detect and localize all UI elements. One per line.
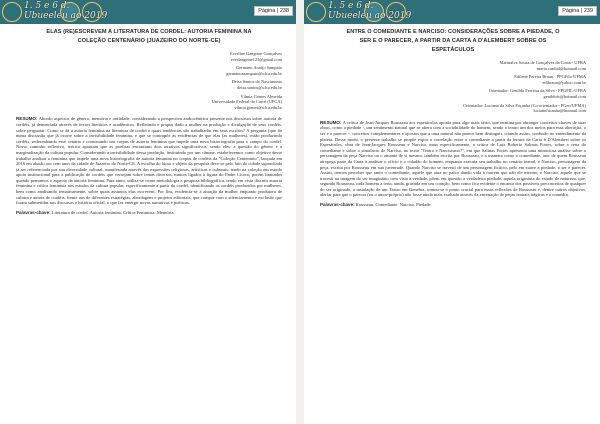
author-list	[16, 51, 282, 110]
author-list	[320, 60, 586, 114]
author-entry: Orientador: Luciano da Silva Façanha (Co-orientador - PGeo/UFMA) lucianofacanha@hotmail.com	[463, 102, 586, 114]
author-entry: Deisa Santos do Nascimento deisa.santos@ufca.edu.br	[231, 79, 282, 90]
event-logo-text: 1. 5 e 6 d. Ubueeleu ao 2019	[24, 1, 108, 21]
article-title: ELAS (RE)ESCREVEM A LITERATURA DE CORDEL: AUTORIA FEMININA NA COLEÇÃO CENTENÁRIO (JUAZEIRO DO NORTE-CE)	[46, 29, 252, 44]
keywords	[320, 202, 586, 208]
page-gutter	[296, 0, 304, 424]
ornament-icon	[306, 2, 326, 22]
author-entry: Edilene Pereira Braun - PPGFilo-UFMA edibraun@yahoo.com.br	[514, 74, 586, 85]
author-entry: Marinalva Souza de Gonçalves da Costa - UFBA maria.cardial@hotmail.com	[499, 60, 586, 71]
right-content	[320, 28, 586, 418]
author-entry: Everline Gangrine Gonçalves everlangrine123@gmail.com	[230, 51, 282, 62]
abstract-text: Abordo aspectos de gênero, memória e oralidade, considerando a perspectiva androcêntrica presente nos discursos sobre autoria de cordéis, já denunciada através de textos literários e acadêmicos. Refletindo e propus dado a mulher na produção e divulgação de seus cordéis, sobre perguntar: Como se dá a autoria feminina na literatura de cordel e quais tendências são trabalhadas em seus escritos? A pergunta (que lia numa discussão que já ocorre sobre a invisibilidade feminina, e que se contrapõe às evidências de que elas (as mulheres), estão produzindo cordéis, redesenhando esse cenário e construindo um corpus de autoria feminina que impele uma nova historiografia para o campo do cordel. Nosso caminho reflexivo, teórico apontam que as poetisas encontram dois atrativos significativos, sendo eles: a questão do gênero e a marginalização da cultura popular. Considerando a invisibilidade dessa produção, instituindo por um cânone, estabelecemos como objetivo desse trabalho analisar a feminina que impele uma nova historiografia de autoria feminina no corpus de cordéis da "Coleção Centenário", lançada em 2016 em alusão aos cem anos da cidade de Juazeiro do Norte-CE. A escolha do lócus e objeto da pesquisa deve-se pelo fato da cidade supracitada já ser referenciada por sua diversidade cultural, manifestada através das expressões religiosas, artísticas e culturais, tendo na coleção em estudo apoio institucional para a publicação de cordéis que versejam sobre temas diversos, muitos ligados à figura do Padre Cícero, porém limitados quando pensamos o aspecto da autoria feminina. Para tanto, utiliza-se como metodologia a pesquisa bibliográfica, tendo em vista discutir autoria feminina e crítica feminista nos estudos da cultura popular, especificamente a partir do cordel, identificando os cordéis produzidos por mulheres, bem como analisando tematicamente, sobre quais assuntos elas escrevem. Por fim, evidencia-se a atuação da mulher enquanto produtora de cultura e autora de cordéis, frente aos de diferentes estratégias, abordagens e projetos editoriais, que compor com o silenciamento e exclusão que foram submetidas nos discursos e história oficial, o que faz emergir novas narrativas e poéticas.	[16, 116, 282, 206]
keywords-label: Palavras-chave:	[16, 209, 51, 215]
page-number: Página | 239	[558, 6, 597, 16]
keywords-text: Literatura de cordel. Autoria feminina. Crítica Feminista. Memória.	[51, 209, 175, 215]
abstract-label: RESUMO:	[320, 119, 342, 125]
author-entry: Orientador: Genildo Ferreira da Silva - PPGFIL-UFBA genildofs@hotmail.com	[488, 88, 586, 99]
keywords-text: Rousseau. Comediante. Narciso. Piedade.	[355, 202, 432, 208]
keywords-label: Palavras-chave:	[320, 202, 355, 208]
ornament-icon	[2, 2, 22, 22]
article-title: ENTRE O COMEDIANTE E NARCISO: CONSIDERAÇÕES SOBRE A PIEDADE, O SER E O PARECER, A PARTIR DA CARTA A D'ALEMBERT SOBRE OS ESPETÁCULOS	[346, 29, 560, 53]
author-entry: Vilmia Gomes Almeida Universidade Federal do Cariri (UFCA) vilmia.gomes@ufca.edu.br	[211, 93, 282, 110]
left-banner	[0, 0, 296, 24]
author-entry: Germano Araújo Sampaio germanoasampaio@ufca.edu.br	[226, 65, 282, 76]
abstract-text: A crítica de Jean-Jacques Rousseau aos espetáculos aponta para algo mais sério, que termina por abranger conceitos-chaves de suas obras, como a piedade -, um sentimento natural que se altera com a sociabilidade do homem, sendo o teatro um dos meios para essa alteração, o ser e o parecer -, conceitos complementares e opostos que a uma natural não parece bem distinguir, criando assim, confusão no entendimento da plateia. Desse modo, o presente trabalho se propõe expor a correlação entre o comediante a partir da leitura da Carta à D'Alembert sobre os Espetáculos, obra de Jean-Jacques Rousseau e Narciso, mais especificamente, a crítica de Luiz Roberto Salinas Fortes, sobre a cena do comediante e sobre o simulacro de Narciso, no texto "Teatro e Narcisismo?", em que Salinas Fortes apresenta uma minuciosa análise sobre o personagem da peça Narciso ou o amante de si mesmo, também escrita por Rousseau, e a maneira como o comediante, ator de quem Rousseau atropega parte da Carta à analisar o ofício e o cidadão do homem, enquanto executa seu trabalho no cenário teatral, e Narciso, personagem da peça, escrita por Rousseau em sua juventude. Quando Narciso se travesti de um personagem fictício, pelo em suave a piedade, o ser e parecer. Assim, iremos perceber que tanto o comediante, aquele que atua no palco dando vida à outrem que não ele mesmo, e Narciso, aquele que se travesti na imagem do ser imaginário com vista à verdade, põem em questão a verdadeira piedade, aquela originária do estado de natureza, que, segundo Rousseau, cada homem a teria, ainda, gravada em seu coração, bem como fica evidente o encanto dos possíveis preconceitos de qualquer do ser originado, a instalação de um Teatro em Genebra, tomou-se o ponto crucial para essas reflexões de Rousseau e, dentre outros objetivos, alertar para que o parecer (ou o amor-próprio) não fosse ainda mais exaltado através da encenação de peças teatrais trágicas e a comédia.	[320, 119, 586, 198]
left-content	[16, 28, 282, 418]
left-page	[0, 0, 296, 424]
right-page	[304, 0, 600, 424]
abstract	[320, 120, 586, 198]
event-logo-text: 1. 5 e 6 d. Ubueeleu ao 2019	[328, 1, 412, 21]
abstract-label: RESUMO:	[16, 116, 38, 122]
abstract	[16, 116, 282, 206]
right-banner	[304, 0, 600, 24]
keywords	[16, 210, 282, 216]
page-number: Página | 238	[254, 6, 293, 16]
